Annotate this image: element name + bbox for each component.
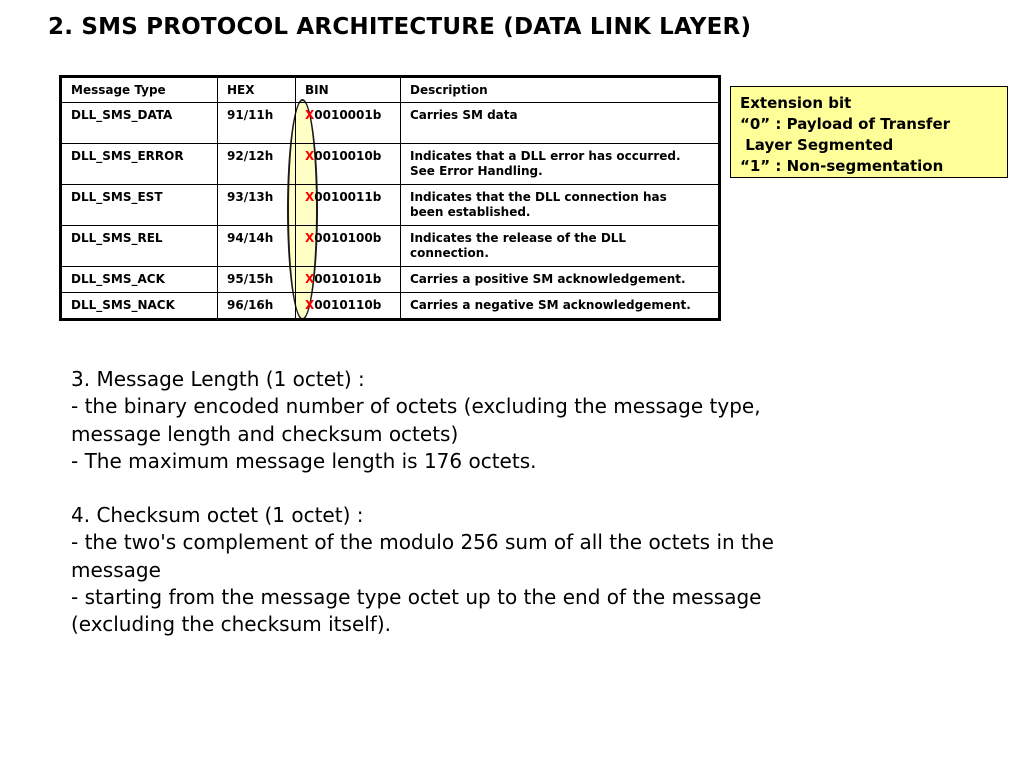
cell-message-type: DLL_SMS_ACK xyxy=(61,267,218,293)
note-line: “1” : Non-segmentation xyxy=(740,157,944,175)
cell-description xyxy=(401,293,720,320)
cell-message-type: DLL_SMS_EST xyxy=(61,185,218,226)
cell-hex: 94/14h xyxy=(218,226,296,267)
section-4-line: message xyxy=(71,557,161,582)
body-text xyxy=(71,366,901,639)
section-3-line: - The maximum message length is 176 octets. xyxy=(71,448,537,473)
extension-bit-x: X xyxy=(305,298,315,312)
table-row xyxy=(61,226,720,267)
cell-message-type: DLL_SMS_ERROR xyxy=(61,144,218,185)
description-line: Indicates that a DLL error has occurred. xyxy=(410,149,681,163)
table-header-row xyxy=(61,77,720,103)
section-3-heading: 3. Message Length (1 octet) : xyxy=(71,367,365,391)
description-line: Indicates the release of the DLL xyxy=(410,231,627,245)
cell-hex: 91/11h xyxy=(218,103,296,144)
header-description: Description xyxy=(401,77,720,103)
note-line: “0” : Payload of Transfer xyxy=(740,115,951,133)
cell-message-type: DLL_SMS_NACK xyxy=(61,293,218,320)
description-line: Carries a positive SM acknowledgement. xyxy=(410,272,686,286)
bin-bits: 0010011b xyxy=(314,190,382,204)
bin-bits: 0010110b xyxy=(314,298,382,312)
extension-bit-x: X xyxy=(305,190,315,204)
message-type-table xyxy=(59,75,721,321)
description-line: Carries a negative SM acknowledgement. xyxy=(410,298,691,312)
table-row xyxy=(61,293,720,320)
paragraph-gap xyxy=(71,475,901,502)
bin-bits: 0010100b xyxy=(314,231,382,245)
section-4-heading: 4. Checksum octet (1 octet) : xyxy=(71,503,364,528)
section-4-line: - starting from the message type octet up to the end of the message xyxy=(71,585,762,610)
cell-bin xyxy=(296,103,401,144)
cell-message-type: DLL_SMS_DATA xyxy=(61,103,218,144)
table-row xyxy=(61,144,720,185)
cell-description xyxy=(401,144,720,185)
extension-bit-x: X xyxy=(305,149,315,163)
bin-bits: 0010101b xyxy=(314,272,382,286)
note-line: Extension bit xyxy=(740,94,852,112)
cell-description xyxy=(401,267,720,293)
cell-hex: 92/12h xyxy=(218,144,296,185)
cell-bin xyxy=(296,144,401,185)
cell-hex: 96/16h xyxy=(218,293,296,320)
table-row xyxy=(61,267,720,293)
note-line: Layer Segmented xyxy=(740,136,894,154)
extension-bit-note xyxy=(730,86,1008,178)
slide-title: 2. SMS PROTOCOL ARCHITECTURE (DATA LINK LAYER) xyxy=(48,14,752,40)
description-line: Carries SM data xyxy=(410,108,518,122)
extension-bit-x: X xyxy=(305,108,315,122)
table-row xyxy=(61,103,720,144)
table-row xyxy=(61,185,720,226)
section-3-line: - the binary encoded number of octets (excluding the message type, xyxy=(71,394,761,419)
cell-bin xyxy=(296,226,401,267)
cell-hex: 95/15h xyxy=(218,267,296,293)
header-hex: HEX xyxy=(218,77,296,103)
section-4-line: - the two's complement of the modulo 256 sum of all the octets in the xyxy=(71,530,774,555)
cell-bin xyxy=(296,185,401,226)
cell-description xyxy=(401,103,720,144)
bin-bits: 0010010b xyxy=(314,149,382,163)
section-4-line: (excluding the checksum itself). xyxy=(71,612,391,637)
description-line: been established. xyxy=(410,205,531,219)
extension-bit-x: X xyxy=(305,272,315,286)
cell-message-type: DLL_SMS_REL xyxy=(61,226,218,267)
header-message-type: Message Type xyxy=(61,77,218,103)
cell-bin xyxy=(296,293,401,320)
cell-description xyxy=(401,226,720,267)
header-bin: BIN xyxy=(296,77,401,103)
description-line: Indicates that the DLL connection has xyxy=(410,190,667,204)
extension-bit-x: X xyxy=(305,231,315,245)
description-line: connection. xyxy=(410,246,489,260)
cell-description xyxy=(401,185,720,226)
section-3-line: message length and checksum octets) xyxy=(71,421,459,446)
bin-bits: 0010001b xyxy=(314,108,382,122)
cell-bin xyxy=(296,267,401,293)
description-line: See Error Handling. xyxy=(410,164,543,178)
cell-hex: 93/13h xyxy=(218,185,296,226)
